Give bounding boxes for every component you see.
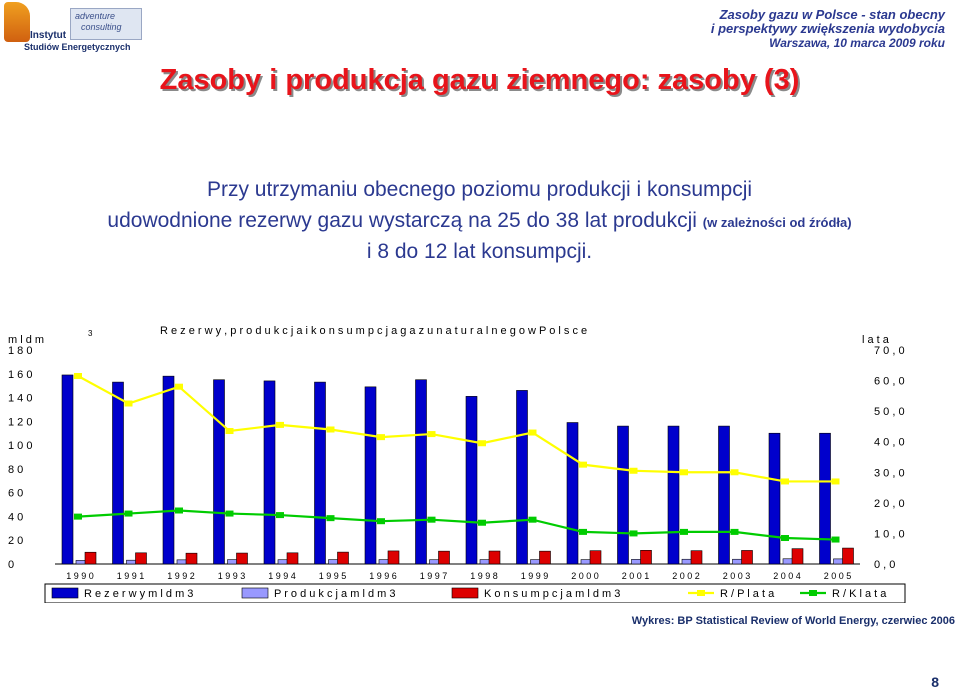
bar: [264, 381, 275, 564]
right-axis-tick-label: 3 0 , 0: [874, 467, 905, 480]
gas-reserves-chart: [0, 318, 959, 603]
legend-label: R / K l a t a: [832, 588, 887, 600]
line-point: [327, 515, 335, 521]
legend-swatch: [52, 588, 78, 598]
line-point: [377, 518, 385, 524]
right-axis-tick-label: 1 0 , 0: [874, 528, 905, 541]
bar: [691, 551, 702, 564]
legend-swatch-marker: [697, 590, 705, 596]
summary-line-2: [0, 209, 959, 233]
institute-logo-line2: Studiów Energetycznych: [24, 42, 131, 52]
bar: [668, 426, 679, 564]
line-point: [125, 401, 133, 407]
left-axis-unit: m l d m: [8, 334, 45, 346]
bar: [388, 551, 399, 564]
x-axis-tick-label: 1 9 9 1: [116, 571, 145, 581]
bar: [489, 551, 500, 564]
legend-label: R / P l a t a: [720, 588, 775, 600]
line-point: [781, 478, 789, 484]
bar: [365, 387, 376, 564]
left-axis-tick-label: 4 0: [8, 511, 24, 524]
line-point: [529, 517, 537, 523]
institute-logo-line1: Instytut: [30, 30, 67, 41]
partner-logo: [70, 8, 142, 40]
line-point: [428, 431, 436, 437]
bar: [136, 553, 147, 564]
summary-line-1: Przy utrzymaniu obecnego poziomu produkcji i konsumpcji: [206, 178, 753, 201]
line-point: [832, 478, 840, 484]
left-axis-tick-label: 0: [8, 559, 15, 571]
line-point: [226, 428, 234, 434]
x-axis-tick-label: 1 9 9 3: [217, 571, 246, 581]
page-number: 8: [931, 674, 939, 690]
bar: [466, 396, 477, 564]
line-point: [74, 373, 82, 379]
right-axis-tick-label: 2 0 , 0: [874, 497, 905, 510]
line-point: [781, 535, 789, 541]
slide-title: Zasoby i produkcja gazu ziemnego: zasoby (3): [159, 64, 800, 96]
line-point: [478, 520, 486, 526]
legend-swatch: [452, 588, 478, 598]
line-point: [579, 529, 587, 535]
line-point: [428, 517, 436, 523]
line-point: [276, 422, 284, 428]
line-point: [175, 508, 183, 514]
partner-logo-line1: adventure: [75, 11, 116, 21]
bar: [186, 553, 197, 564]
right-axis-tick-label: 7 0 , 0: [874, 345, 905, 357]
x-axis-tick-label: 2 0 0 2: [672, 571, 700, 581]
bar: [769, 433, 780, 564]
event-header: [711, 8, 945, 50]
legend-swatch-marker: [809, 590, 817, 596]
right-axis-tick-label: 5 0 , 0: [874, 406, 905, 419]
x-axis-tick-label: 1 9 9 4: [268, 571, 296, 581]
line-point: [175, 384, 183, 390]
left-axis-tick-label: 1 0 0: [8, 440, 33, 453]
bar: [517, 390, 528, 564]
bar: [287, 553, 298, 564]
x-axis-tick-label: 1 9 9 8: [470, 571, 498, 581]
left-axis-tick-label: 2 0: [8, 535, 24, 548]
line-point: [680, 529, 688, 535]
line-point: [731, 469, 739, 475]
bar: [843, 548, 854, 564]
bar: [62, 375, 73, 564]
chart-source: Wykres: BP Statistical Review of World Energy, czerwiec 2006: [631, 615, 955, 627]
event-title-line1: Zasoby gazu w Polsce - stan obecny: [719, 7, 945, 22]
line-point: [832, 537, 840, 543]
bar: [113, 382, 124, 564]
legend-label: R e z e r w y m l d m 3: [84, 588, 194, 600]
left-axis-tick-label: 1 6 0: [8, 368, 33, 381]
legend-label: K o n s u m p c j a m l d m 3: [484, 588, 621, 600]
left-axis-tick-label: 1 4 0: [8, 392, 33, 405]
bar: [214, 380, 225, 564]
bar: [163, 376, 174, 564]
bar: [416, 380, 427, 564]
line-point: [579, 462, 587, 468]
right-axis-unit: l a t a: [862, 334, 889, 346]
line-point: [74, 514, 82, 520]
bar: [85, 552, 96, 564]
partner-logo-line2: consulting: [81, 22, 122, 32]
x-axis-tick-label: 1 9 9 5: [318, 571, 347, 581]
right-axis-tick-label: 4 0 , 0: [874, 436, 905, 449]
line-point: [478, 440, 486, 446]
line-point: [327, 426, 335, 432]
bar: [792, 549, 803, 564]
line-point: [276, 512, 284, 518]
bar: [338, 552, 349, 564]
line-point: [680, 469, 688, 475]
legend-swatch: [242, 588, 268, 598]
event-date: Warszawa, 10 marca 2009 roku: [769, 36, 945, 50]
line-point: [226, 511, 234, 517]
bar: [237, 553, 248, 564]
flame-logo-icon: [4, 2, 30, 42]
left-axis-unit-superscript: 3: [88, 329, 93, 338]
bar: [641, 550, 652, 564]
left-axis-tick-label: 1 2 0: [8, 416, 33, 429]
x-axis-tick-label: 2 0 0 0: [571, 571, 599, 581]
summary-line-3: i 8 do 12 lat konsumpcji.: [366, 240, 593, 263]
x-axis-tick-label: 1 9 9 2: [167, 571, 195, 581]
x-axis-tick-label: 2 0 0 5: [823, 571, 852, 581]
line-point: [125, 511, 133, 517]
bar: [439, 551, 450, 564]
bar: [567, 423, 578, 564]
summary-line-2-main: udowodnione rezerwy gazu wystarczą na 25 do 38 lat produkcji: [107, 209, 697, 232]
bar: [742, 550, 753, 564]
x-axis-tick-label: 1 9 9 6: [369, 571, 397, 581]
right-axis-tick-label: 0 , 0: [874, 559, 896, 571]
x-axis-tick-label: 1 9 9 7: [419, 571, 448, 581]
x-axis-tick-label: 2 0 0 1: [621, 571, 650, 581]
left-axis-tick-label: 1 8 0: [8, 345, 33, 357]
line-point: [529, 430, 537, 436]
legend-label: P r o d u k c j a m l d m 3: [274, 588, 396, 600]
bar: [315, 382, 326, 564]
x-axis-tick-label: 2 0 0 4: [773, 571, 801, 581]
bar: [590, 551, 601, 564]
line-point: [630, 530, 638, 536]
bar: [618, 426, 629, 564]
x-axis-tick-label: 2 0 0 3: [722, 571, 751, 581]
line-point: [377, 434, 385, 440]
line-point: [731, 529, 739, 535]
right-axis-tick-label: 6 0 , 0: [874, 375, 905, 388]
line-point: [630, 468, 638, 474]
left-axis-tick-label: 8 0: [8, 463, 24, 476]
summary-line-2-note: (w zależności od źródła): [702, 215, 852, 230]
bar: [719, 426, 730, 564]
bar: [820, 433, 831, 564]
bar: [540, 551, 551, 564]
x-axis-tick-label: 1 9 9 0: [66, 571, 94, 581]
left-axis-tick-label: 6 0: [8, 487, 24, 500]
x-axis-tick-label: 1 9 9 9: [520, 571, 549, 581]
chart-title: R e z e r w y , p r o d u k c j a i k o n s u m p c j a g a z u n a t u r a l n e g o w P o l s c e: [160, 325, 588, 337]
event-title-line2: i perspektywy zwiększenia wydobycia: [710, 21, 945, 36]
